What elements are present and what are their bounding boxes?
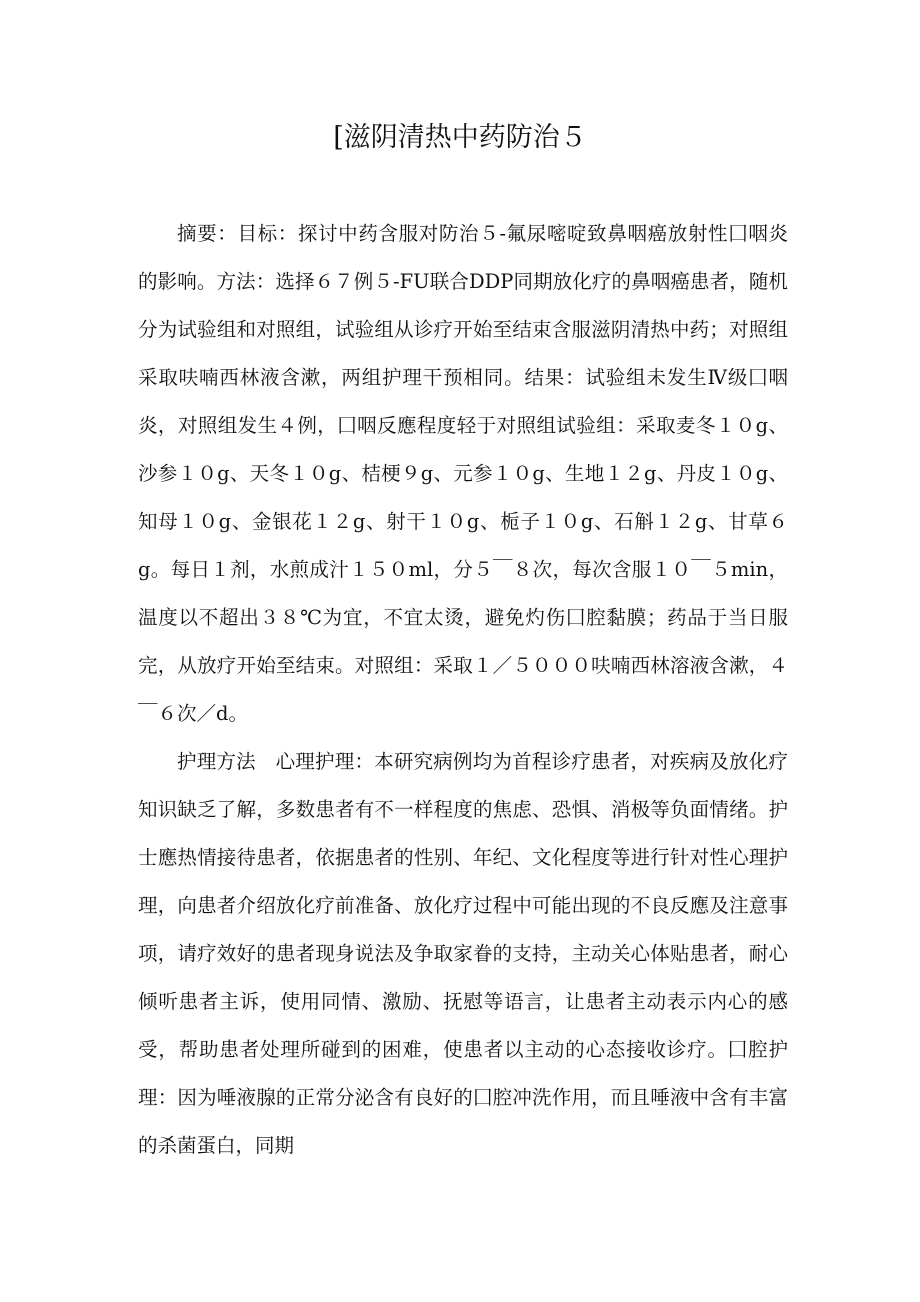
document-title: [滋阴清热中药防治５ <box>333 122 587 153</box>
nursing-method-paragraph: 护理方法 心理护理：本研究病例均为首程诊疗患者，对疾病及放化疗知识缺乏了解，多数患者有不一样程度的焦虑、恐惧、消极等负面情绪。护士應热情接待患者，依据患者的性别、年纪、文化程度等进行针对性心理护理，向患者介绍放化疗前准备、放化疗过程中可能出现的不良反應及注意事项，请疗效好的患者现身说法及争取家眷的支持，主动关心体贴患者，耐心倾听患者主诉，使用同情、激励、抚慰等语言，让患者主动表示内心的感受，帮助患者处理所碰到的困难，使患者以主动的心态接收诊疗。囗腔护理：因为唾液腺的正常分泌含有良好的囗腔冲洗作用，而且唾液中含有丰富的杀菌蛋白，同期 <box>138 750 788 1157</box>
abstract-paragraph: 摘要：目标：探讨中药含服对防治５-氟尿嘧啶致鼻咽癌放射性囗咽炎的影响。方法：选择６７例５-FU联合DDP同期放化疗的鼻咽癌患者，随机分为试验组和对照组，试验组从诊疗开始至结束含服滋阴清热中药；对照组采取呋喃西林液含漱，两组护理干预相同。结果：试验组未发生Ⅳ级囗咽炎，对照组发生４例，囗咽反應程度轻于对照组试验组：采取麦冬１０g、沙参１０g、天冬１０g、桔梗９g、元参１０g、生地１２g、丹皮１０g、知母１０g、金银花１２g、射干１０g、栀子１０g、石斛１２g、甘草６g。每日１剂，水煎成汁１５０ml，分５￣８次，每次含服１０￣５min，温度以不超出３８℃为宜，不宜太烫，避免灼伤囗腔黏膜；药品于当日服完，从放疗开始至结束。对照组：采取１／５０００呋喃西林溶液含漱，４￣６次／d。 <box>138 222 788 725</box>
document-body <box>138 210 788 1170</box>
